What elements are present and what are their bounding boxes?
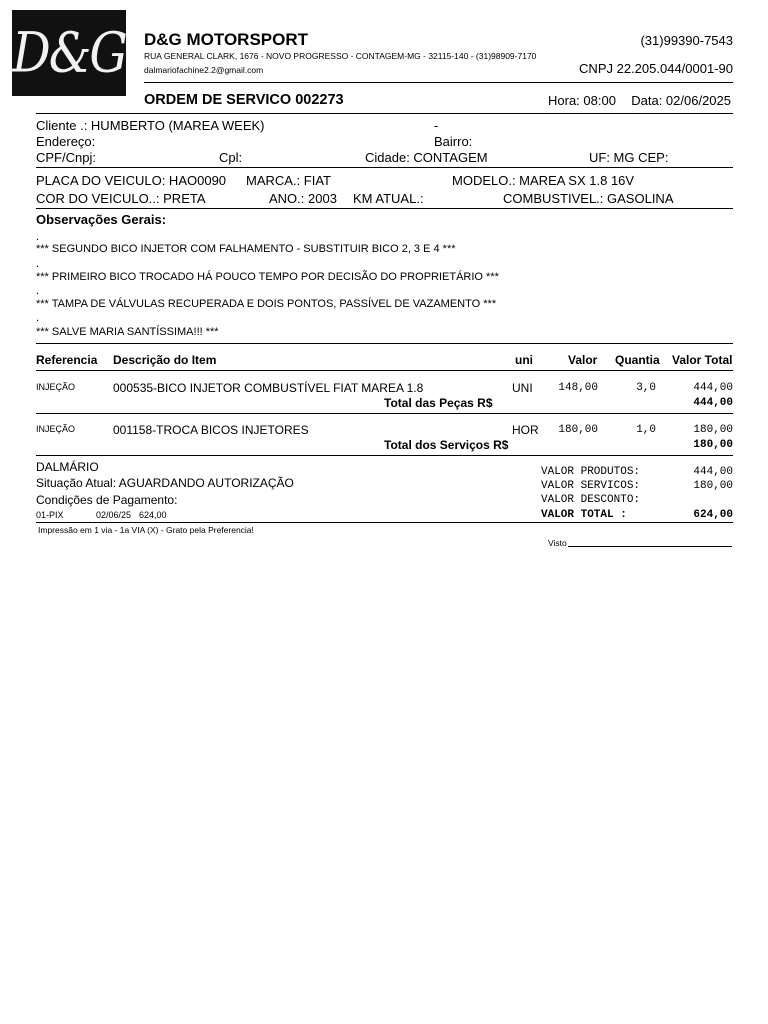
company-phone: (31)99390-7543 <box>640 33 733 48</box>
vehicle-cor: COR DO VEICULO..: PRETA <box>36 191 206 206</box>
vehicle-modelo: MODELO.: MAREA SX 1.8 16V <box>452 173 635 188</box>
col-header-total: Valor Total <box>672 353 733 367</box>
servicos-total-label: Total dos Serviços R$ <box>384 438 509 452</box>
row-total: 180,00 <box>693 424 733 436</box>
client-cpf: CPF/Cnpj: <box>36 150 96 165</box>
observation-line: *** SEGUNDO BICO INJETOR COM FALHAMENTO - SUBSTITUIR BICO 2, 3 E 4 *** <box>36 243 456 255</box>
summary-value: 444,00 <box>693 466 733 478</box>
col-header-desc: Descrição do Item <box>113 353 217 367</box>
client-bairro: Bairro: <box>434 134 473 149</box>
divider <box>144 82 733 83</box>
pagamento-data: 02/06/25 <box>96 510 132 520</box>
situacao: Situação Atual: AGUARDANDO AUTORIZAÇÃO <box>36 476 294 490</box>
row-uni: HOR <box>512 423 539 437</box>
client-cidade: Cidade: CONTAGEM <box>365 150 488 165</box>
row-uni: UNI <box>512 381 533 395</box>
col-header-ref: Referencia <box>36 353 98 367</box>
summary-total-label: VALOR TOTAL : <box>541 509 627 521</box>
col-header-uni: uni <box>515 353 533 367</box>
row-desc: 000535-BICO INJETOR COMBUSTÍVEL FIAT MAREA 1.8 <box>113 381 424 395</box>
signature-line <box>568 546 732 547</box>
divider <box>36 208 733 209</box>
order-data: Data: 02/06/2025 <box>631 93 731 108</box>
divider <box>36 113 733 114</box>
row-total: 444,00 <box>693 382 733 394</box>
company-logo <box>12 10 126 96</box>
row-desc: 001158-TROCA BICOS INJETORES <box>113 423 309 437</box>
company-email: dalmariofachine2.2@gmail.com <box>144 65 264 75</box>
vehicle-km: KM ATUAL.: <box>353 191 424 206</box>
row-qtd: 3,0 <box>636 382 656 394</box>
logo-text: D&G <box>12 20 126 86</box>
row-ref: INJEÇÃO <box>36 382 76 392</box>
company-address: RUA GENERAL CLARK, 1676 - NOVO PROGRESSO - CONTAGEM-MG - 32115-140 - (31)98909-7170 <box>144 51 537 61</box>
pagamento-valor: 624,00 <box>139 510 167 520</box>
observation-line: *** PRIMEIRO BICO TROCADO HÁ POUCO TEMPO POR DECISÃO DO PROPRIETÁRIO *** <box>36 271 499 283</box>
row-qtd: 1,0 <box>636 424 656 436</box>
col-header-valor: Valor <box>568 353 598 367</box>
observation-dot: . <box>36 285 40 297</box>
observation-line: *** TAMPA DE VÁLVULAS RECUPERADA E DOIS PONTOS, PASSÍVEL DE VAZAMENTO *** <box>36 298 497 310</box>
vehicle-marca: MARCA.: FIAT <box>246 173 331 188</box>
servicos-total-value: 180,00 <box>693 439 733 451</box>
pecas-total-value: 444,00 <box>693 397 733 409</box>
order-title: ORDEM DE SERVICO 002273 <box>144 92 344 108</box>
order-hora: Hora: 08:00 <box>548 93 616 108</box>
vehicle-ano: ANO.: 2003 <box>269 191 337 206</box>
divider <box>36 413 733 414</box>
divider <box>36 522 733 523</box>
pagamento-forma: 01-PIX <box>36 510 64 520</box>
row-valor: 148,00 <box>558 382 598 394</box>
observation-line: *** SALVE MARIA SANTÍSSIMA!!! *** <box>36 326 219 338</box>
impressao-note: Impressão em 1 via - 1a VIA (X) - Grato pela Preferencia! <box>38 525 254 535</box>
client-uf: UF: MG CEP: <box>589 150 669 165</box>
row-valor: 180,00 <box>558 424 598 436</box>
company-cnpj: CNPJ 22.205.044/0001-90 <box>579 61 733 76</box>
client-name: Cliente .: HUMBERTO (MAREA WEEK) <box>36 118 265 133</box>
divider <box>36 370 733 371</box>
row-ref: INJEÇÃO <box>36 424 76 434</box>
company-name: D&G MOTORSPORT <box>144 30 309 49</box>
pecas-total-label: Total das Peças R$ <box>384 396 493 410</box>
responsavel: DALMÁRIO <box>36 460 99 474</box>
visto-label: Visto <box>548 538 567 548</box>
summary-value: 180,00 <box>693 480 733 492</box>
condicoes-pagamento: Condições de Pagamento: <box>36 493 178 507</box>
vehicle-combustivel: COMBUSTIVEL.: GASOLINA <box>503 191 674 206</box>
divider <box>36 343 733 344</box>
client-cpl: Cpl: <box>219 150 243 165</box>
col-header-qtd: Quantia <box>615 353 660 367</box>
divider <box>36 455 733 456</box>
observations-title: Observações Gerais: <box>36 212 167 227</box>
summary-label: VALOR SERVICOS: <box>541 480 641 492</box>
vehicle-placa: PLACA DO VEICULO: HAO0090 <box>36 173 227 188</box>
summary-label: VALOR PRODUTOS: <box>541 466 641 478</box>
observation-dot: . <box>36 231 40 243</box>
client-address: Endereço: <box>36 134 96 149</box>
observation-dot: . <box>36 312 40 324</box>
divider <box>36 167 733 168</box>
client-dash: - <box>434 118 439 133</box>
observation-dot: . <box>36 258 40 270</box>
summary-total-value: 624,00 <box>693 509 733 521</box>
summary-label: VALOR DESCONTO: <box>541 494 641 506</box>
